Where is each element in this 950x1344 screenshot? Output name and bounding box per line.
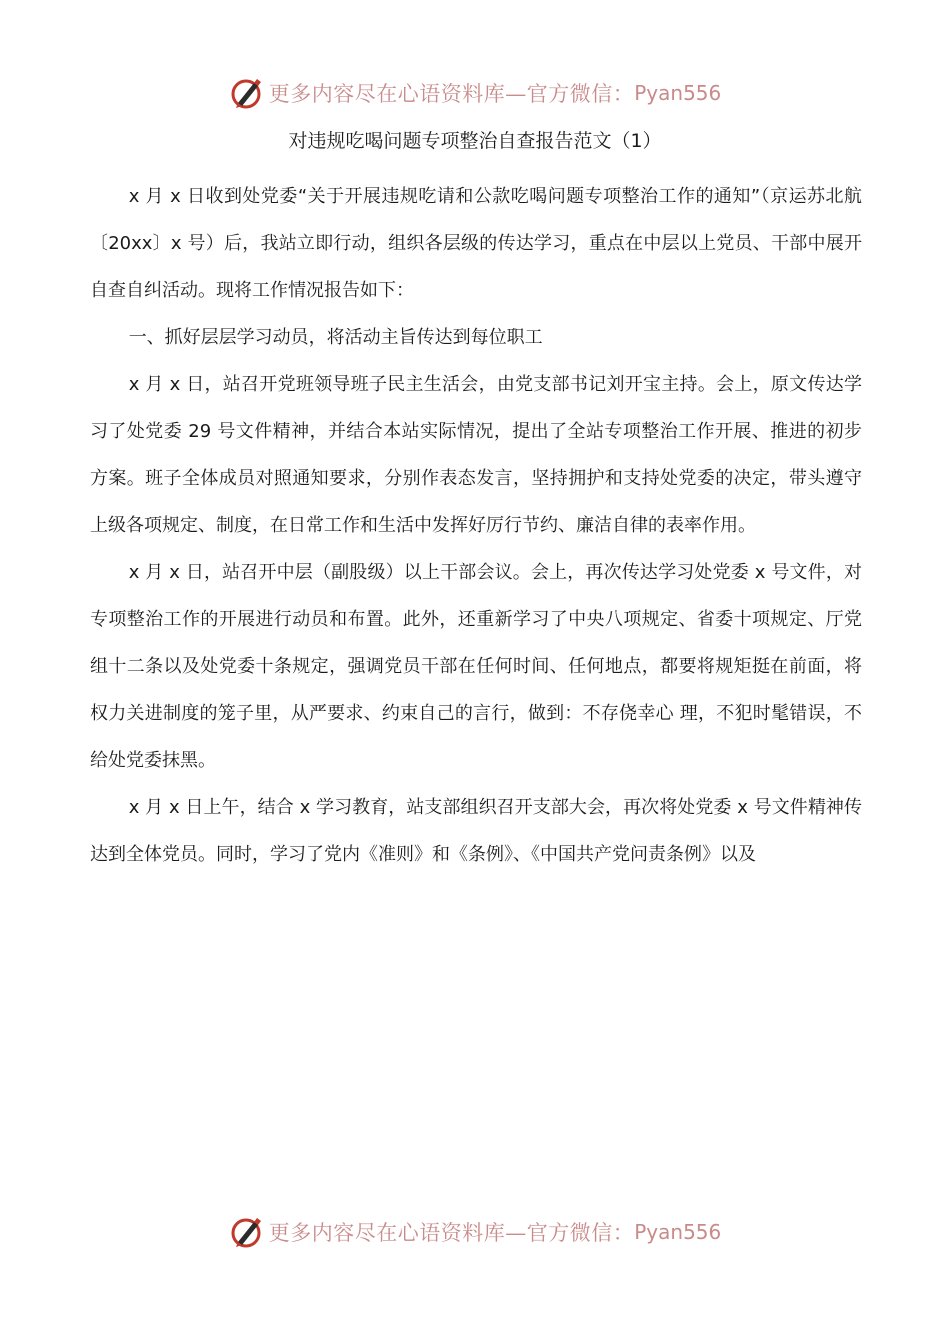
pen-logo-icon <box>229 1214 265 1250</box>
document-title: 对违规吃喝问题专项整治自查报告范文（1） <box>288 130 662 152</box>
document-body <box>90 173 862 878</box>
paragraph-meeting-2: x 月 x 日，站召开中层（副股级）以上干部会议。会上，再次传达学习处党委 x 号文件，对专项整治工作的开展进行动员和布置。此外，还重新学习了中央八项规定、省委十项规定、厅党组十二条以及处党委十条规定，强调党员干部在任何时间、任何地点，都要将规矩挺在前面，将权力关进制度的笼子里，从严要求、约束自己的言行，做到：不存侥幸心 理，不犯时髦错误，不给处党委抹黑。 <box>90 562 862 771</box>
watermark-text: 更多内容尽在心语资料库—官方微信： <box>268 82 635 106</box>
watermark-wechat-id: Pyan556 <box>634 81 722 105</box>
paragraph-section-heading: 一、抓好层层学习动员，将活动主旨传达到每位职工 <box>128 327 543 348</box>
pen-logo-icon <box>229 75 265 111</box>
watermark-wechat-id: Pyan556 <box>634 1220 722 1244</box>
watermark-header <box>0 73 950 113</box>
paragraph-meeting-1: x 月 x 日，站召开党班领导班子民主生活会，由党支部书记刘开宝主持。会上，原文传达学习了处党委 29 号文件精神，并结合本站实际情况，提出了全站专项整治工作开展、推进的初步方案。班子全体成员对照通知要求，分别作表态发言，坚持拥护和支持处党委的决定，带头遵守上级各项规定、制度，在日常工作和生活中发挥好厉行节约、廉洁自律的表率作用。 <box>90 374 862 536</box>
paragraph-meeting-3: x 月 x 日上午，结合 x 学习教育，站支部组织召开支部大会，再次将处党委 x 号文件精神传达到全体党员。同时，学习了党内《准则》和《条例》、《中国共产党问责条例》以及 <box>90 797 862 865</box>
watermark-footer <box>0 1212 950 1252</box>
watermark-text: 更多内容尽在心语资料库—官方微信： <box>268 1221 635 1245</box>
paragraph-intro: x 月 x 日收到处党委“关于开展违规吃请和公款吃喝问题专项整治工作的通知”（京运苏北航〔20xx〕x 号）后，我站立即行动，组织各层级的传达学习，重点在中层以上党员、干部中展开自查自纠活动。现将工作情况报告如下： <box>90 186 862 301</box>
